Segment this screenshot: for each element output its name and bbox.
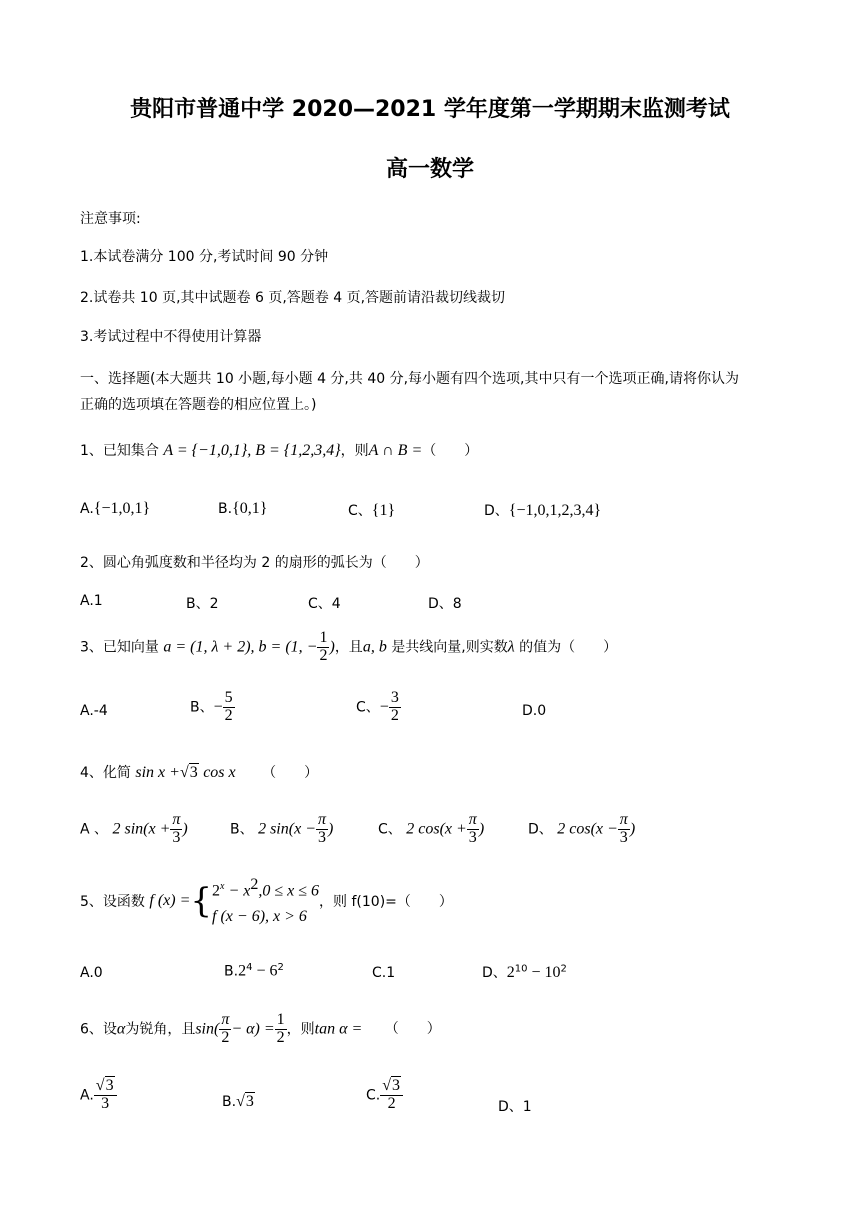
q4-option-a-post: ): [182, 820, 188, 838]
q3-option-c-label: C、: [356, 699, 380, 716]
q5-case1-exp: x: [220, 881, 225, 892]
q5-option-b-base: 2: [238, 962, 247, 980]
section-instructions-line2: 正确的选项填在答题卷的相应位置上。): [80, 397, 317, 413]
q6-option-a-num: √3: [94, 1078, 117, 1096]
q1-option-a-label: A.: [80, 501, 94, 517]
q6-sin-pre: sin(: [195, 1020, 220, 1038]
q5-case1-exp2: 2: [250, 876, 259, 893]
q4-prefix: 4、化简: [80, 765, 131, 781]
q4-option-b-pi: π: [317, 811, 326, 828]
q3-option-c-sign: −: [379, 698, 389, 716]
q5-suffix: ，则 f(10)=（ ）: [319, 894, 453, 911]
q5-option-b-label: B.: [224, 963, 239, 980]
q4-option-b-den: 3: [317, 828, 326, 846]
q3-lambda: λ: [507, 638, 515, 656]
q3-fraction: [317, 630, 329, 665]
q4-paren: （ ）: [262, 765, 319, 781]
q3-option-a: A.-4: [80, 703, 108, 719]
q6-prefix: 6、设: [80, 1021, 117, 1038]
q3-mid: ，且: [334, 639, 363, 656]
q3-ab: a, b: [362, 638, 387, 656]
q1-option-a: [80, 500, 150, 518]
q4-option-c-post: ): [478, 820, 485, 838]
q1-prefix: 1、已知集合: [80, 443, 159, 459]
question-2-stem: 2、圆心角弧度数和半径均为 2 的扇形的弧长为（ ）: [80, 555, 429, 571]
q6-then: ，则: [286, 1021, 315, 1038]
q6-option-b-root: 3: [245, 1093, 254, 1110]
q3-option-c-frac: [389, 690, 401, 725]
q3-fraction-den: 2: [319, 646, 328, 664]
question-5-stem: [80, 872, 453, 930]
q4-option-a-label: A 、: [80, 821, 109, 838]
q4-option-a-den: 3: [172, 828, 181, 846]
q6-option-b: B.√3: [222, 1093, 254, 1110]
q4-option-d-frac: [618, 812, 630, 847]
question-6-stem: [80, 1012, 441, 1047]
q4-option-b-post: ): [327, 820, 334, 838]
q1-sets: A = {−1,0,1}, B = {1,2,3,4}: [163, 442, 341, 459]
q4-option-b-label: B、: [230, 821, 254, 838]
q4-expr-b: cos x: [203, 764, 236, 781]
q3-prefix: 3、已知向量: [80, 639, 159, 656]
q3-option-c-num: 3: [390, 689, 399, 706]
q5-option-d-mid: − 10: [527, 964, 561, 981]
q1-option-c: [348, 500, 395, 520]
q6-option-b-label: B.: [222, 1094, 237, 1110]
q3-close: ): [329, 638, 335, 656]
q4-option-c: [378, 812, 484, 847]
q1-option-b: [218, 500, 267, 518]
q6-tan: tan α =: [314, 1020, 363, 1038]
q4-option-b: [230, 812, 333, 847]
q4-root: 3: [189, 764, 198, 781]
q4-option-c-pi: π: [468, 811, 477, 828]
q3-option-b-den: 2: [224, 706, 233, 724]
q4-option-d-pre: 2 cos(x −: [557, 820, 618, 838]
q3-option-b: [190, 690, 235, 725]
q5-option-d-base: 2: [506, 964, 515, 981]
q3-option-b-label: B、: [190, 699, 214, 716]
q5-option-d-label: D、: [482, 965, 507, 981]
q3-fraction-num: 1: [319, 629, 328, 646]
q6-option-a: [80, 1078, 117, 1113]
q1-option-d: [484, 500, 601, 520]
q5-fx: f (x) =: [149, 892, 191, 910]
q5-case1-base: 2: [212, 882, 221, 900]
q6-half-den: 2: [276, 1028, 285, 1046]
note-item-1: 1.本试卷满分 100 分,考试时间 90 分钟: [80, 249, 329, 265]
q5-option-b-exp1: 4: [246, 962, 253, 973]
q6-two: 2: [221, 1028, 230, 1046]
q3-option-c: [356, 690, 401, 725]
q1-paren: （ ）: [422, 443, 479, 459]
q1-option-d-label: D、: [484, 503, 509, 519]
q5-option-d-exp2: 2: [560, 963, 567, 975]
q5-case1-cond: ,0 ≤ x ≤ 6: [258, 882, 320, 900]
q3-option-b-sign: −: [213, 698, 223, 716]
q6-option-c-root: 3: [392, 1077, 401, 1094]
q5-option-a: A.0: [80, 965, 103, 981]
q4-option-d-pi: π: [619, 811, 628, 828]
q3-option-d: D.0: [522, 703, 547, 719]
q4-option-b-pre: 2 sin(x −: [258, 820, 316, 838]
q4-option-d: [528, 812, 635, 847]
q3-suffix: 是共线向量,则实数: [391, 639, 508, 656]
q6-half-num: 1: [276, 1011, 285, 1028]
q5-option-d: [482, 962, 567, 982]
q4-option-a: [80, 812, 188, 847]
notes-heading: 注意事项:: [80, 211, 141, 227]
left-brace-icon: {: [190, 881, 213, 922]
q3-option-c-den: 2: [390, 706, 399, 724]
q5-option-b: [224, 962, 284, 981]
q5-option-b-exp2: 2: [277, 962, 284, 973]
question-4-stem: 4、化简 sin x +√3 cos x （ ）: [80, 764, 319, 781]
note-item-3: 3.考试过程中不得使用计算器: [80, 329, 262, 345]
q5-prefix: 5、设函数: [80, 894, 145, 911]
q6-option-c-label: C.: [366, 1087, 381, 1104]
q4-option-c-label: C、: [378, 821, 402, 838]
q5-case1-mid: − x: [224, 882, 251, 900]
q4-option-a-frac: [170, 812, 182, 847]
q2-option-c: C、4: [308, 596, 341, 612]
q6-mid: 为锐角，且: [125, 1021, 196, 1038]
q6-option-a-label: A.: [80, 1087, 94, 1104]
q5-cases: [212, 872, 319, 930]
q2-option-b: B、2: [186, 596, 219, 612]
q4-option-a-pi: π: [172, 811, 181, 828]
q5-option-c: C.1: [372, 965, 396, 981]
q6-option-d: D、1: [498, 1099, 532, 1115]
q4-option-b-frac: [316, 812, 328, 847]
q4-option-c-frac: [467, 812, 479, 847]
q4-option-a-pre: 2 sin(x +: [112, 820, 171, 838]
exam-title: 贵阳市普通中学 2020—2021 学年度第一学期期末监测考试: [130, 97, 730, 122]
q3-tail: 的值为（ ）: [519, 639, 618, 656]
question-1-stem: [80, 440, 478, 460]
q4-option-c-den: 3: [468, 828, 477, 846]
q6-option-c: [366, 1078, 403, 1113]
q1-expr: A ∩ B =: [368, 442, 423, 459]
q6-paren: （ ）: [384, 1021, 441, 1038]
q6-alpha: α: [116, 1020, 126, 1038]
q6-option-c-frac: [380, 1078, 403, 1113]
q6-sin-post: − α) =: [231, 1020, 275, 1038]
q5-case-2: f (x − 6), x > 6: [212, 908, 307, 926]
q6-option-c-num: √3: [380, 1078, 403, 1096]
q1-option-b-value: {0,1}: [232, 500, 268, 517]
q2-option-a: A.1: [80, 593, 103, 609]
q3-vectors: a = (1, λ + 2), b = (1, −: [163, 638, 318, 656]
exam-subject: 高一数学: [385, 157, 474, 182]
q4-option-d-post: ): [629, 820, 636, 838]
q6-option-a-frac: [94, 1078, 117, 1113]
q3-option-b-frac: [223, 690, 235, 725]
q6-pi: π: [221, 1011, 230, 1028]
q1-option-c-value: {1}: [371, 502, 396, 519]
q4-option-d-den: 3: [619, 828, 628, 846]
q1-option-c-label: C、: [348, 503, 372, 519]
q4-expr-a: sin x +: [135, 764, 180, 781]
q4-option-d-label: D、: [528, 821, 553, 838]
q6-pi-frac: [219, 1012, 231, 1047]
q1-option-b-label: B.: [218, 501, 233, 517]
question-3-stem: [80, 630, 617, 665]
q6-option-a-root: 3: [105, 1077, 114, 1094]
section-instructions-line1: 一、选择题(本大题共 10 小题,每小题 4 分,共 40 分,每小题有四个选项,其中只有一个选项正确,请将你认为: [80, 371, 739, 387]
q2-option-d: D、8: [428, 596, 462, 612]
q6-option-a-den: 3: [101, 1094, 110, 1112]
q1-option-d-value: {−1,0,1,2,3,4}: [508, 502, 602, 519]
q6-option-c-den: 2: [387, 1094, 396, 1112]
q5-case-1: [212, 872, 319, 904]
q5-option-b-mid: − 6: [252, 962, 278, 980]
q4-option-c-pre: 2 cos(x +: [406, 820, 467, 838]
q3-option-b-num: 5: [224, 689, 233, 706]
note-item-2: 2.试卷共 10 页,其中试题卷 6 页,答题卷 4 页,答题前请沿裁切线裁切: [80, 290, 506, 306]
q5-option-d-exp1: 10: [514, 963, 528, 975]
q1-mid: ，则: [340, 443, 369, 459]
q1-option-a-value: {−1,0,1}: [93, 500, 151, 517]
q6-half-frac: [275, 1012, 287, 1047]
